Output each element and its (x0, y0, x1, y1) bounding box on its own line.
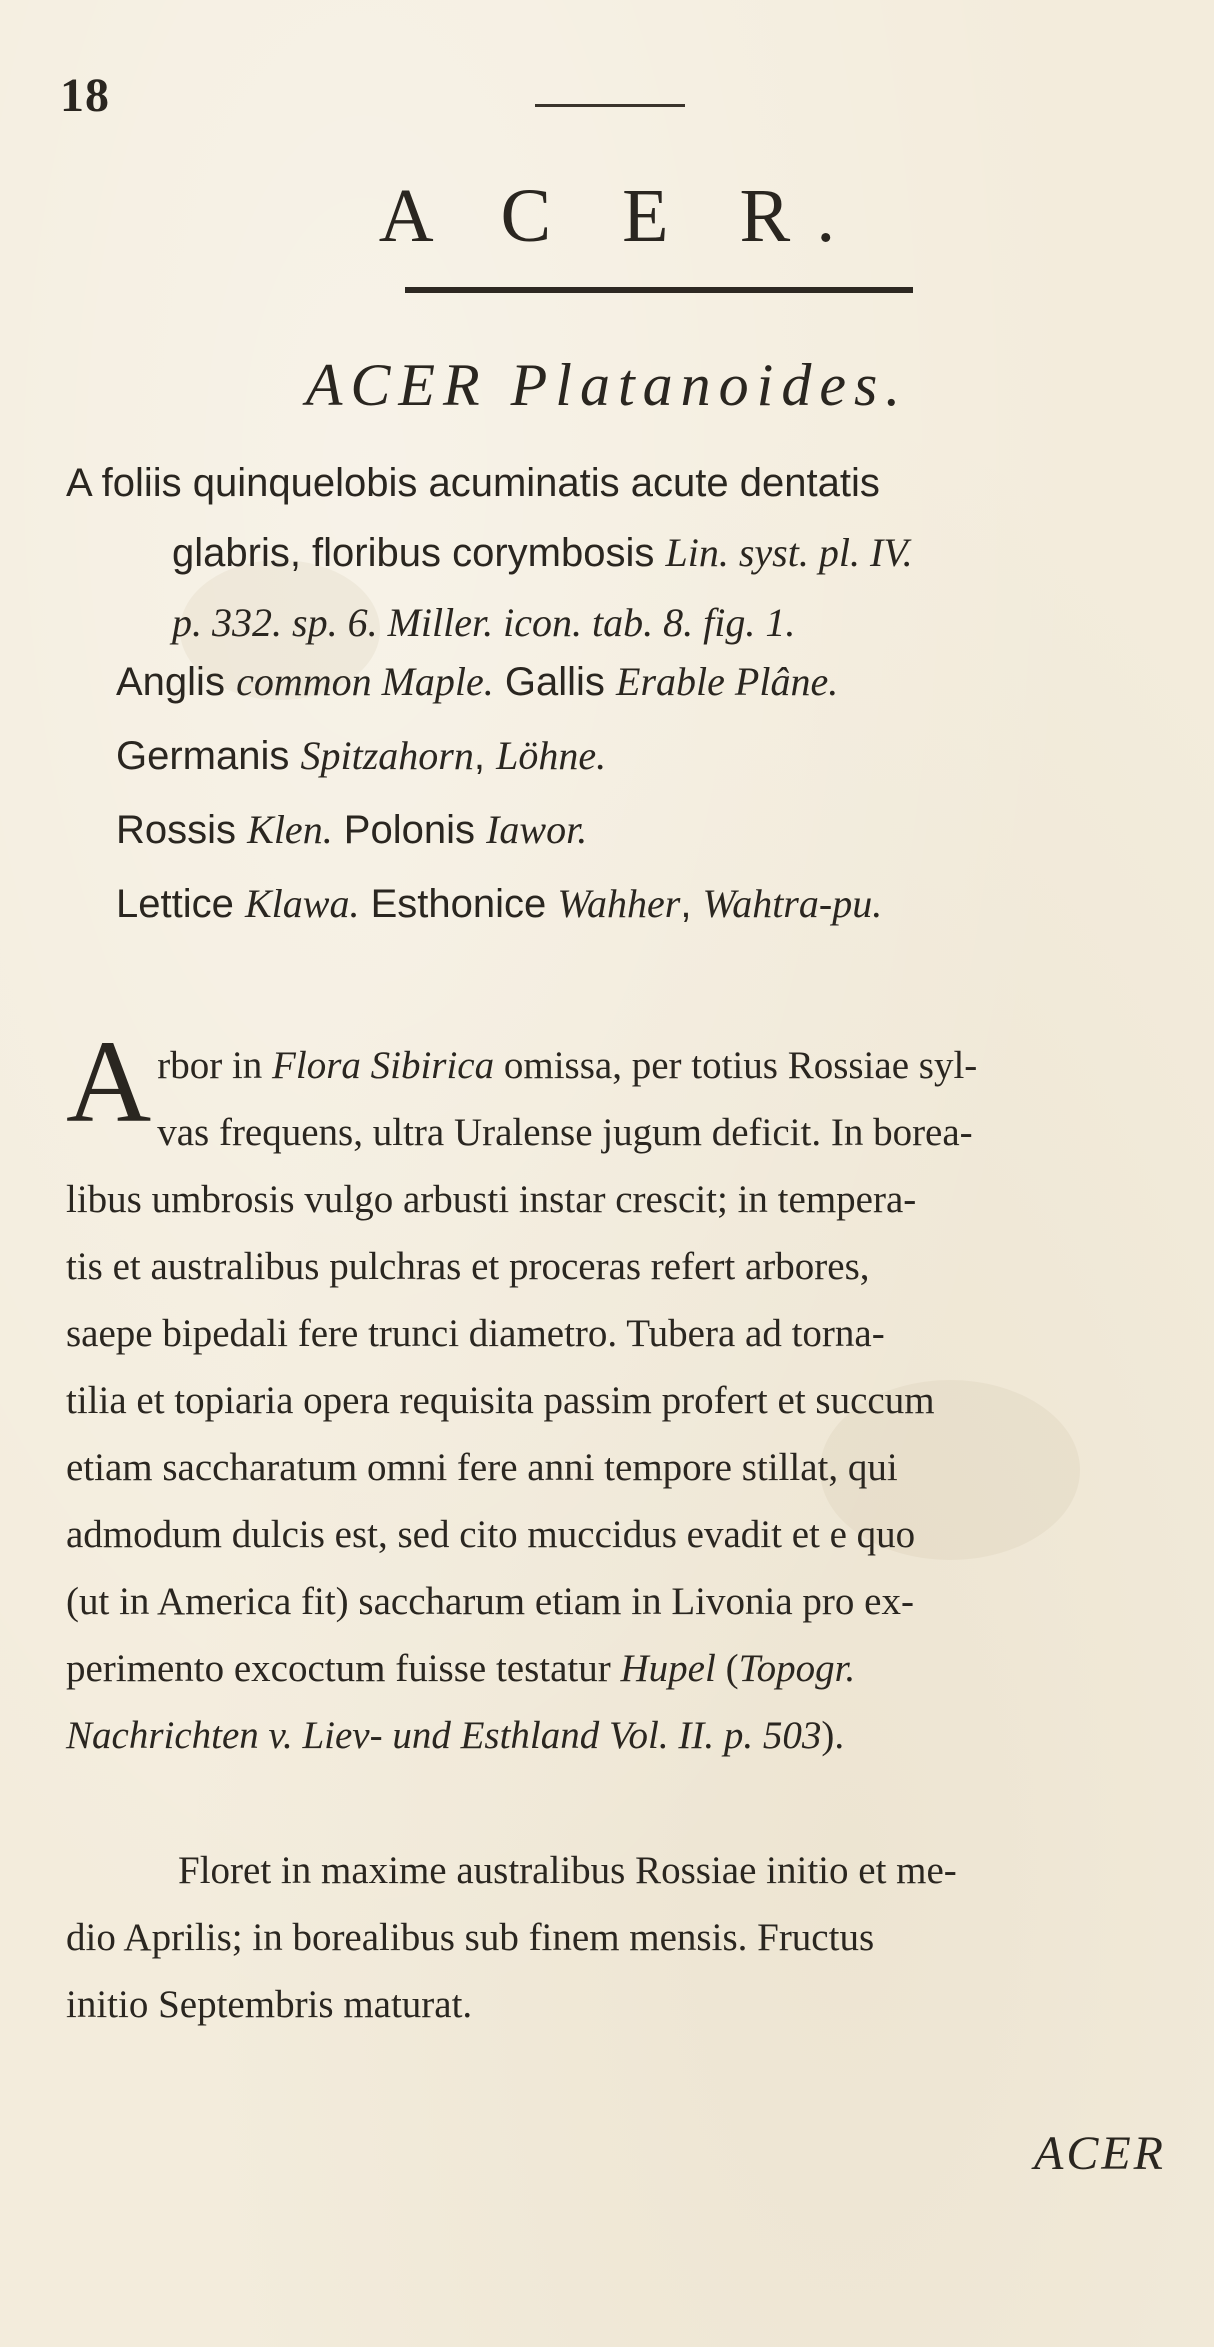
species-title: ACER Platanoides. (305, 352, 909, 418)
vernacular-name: Wahher (557, 881, 681, 926)
vernacular-name: common Maple. (236, 659, 494, 704)
chapter-title: A C E R. (378, 174, 862, 258)
vernacular-name: Wahtra-pu. (702, 881, 883, 926)
language-label: Rossis (116, 808, 248, 852)
names-line (116, 719, 1176, 793)
description-paragraph (66, 1016, 1171, 1769)
diagnosis-line: A foliis quinquelobis acuminatis acute dentatis (66, 461, 880, 505)
text-run: ( (715, 1647, 739, 1690)
paragraph-line: (ut in America fit) saccharum etiam in Livonia pro ex- (66, 1580, 914, 1623)
separator: , (680, 882, 703, 926)
language-label: Gallis (493, 660, 617, 704)
paragraph-line (66, 1635, 1171, 1702)
text-run: perimento excoctum fuisse testatur (66, 1647, 621, 1690)
paragraph-line: libus umbrosis vulgo arbusti instar crescit; in tempera- (66, 1178, 917, 1221)
vernacular-name: Spitzahorn (300, 733, 474, 778)
language-label: Germanis (116, 734, 301, 778)
names-line (116, 793, 1176, 867)
vernacular-name: Iawor. (486, 807, 588, 852)
text-run: ). (821, 1714, 845, 1757)
paragraph-line: admodum dulcis est, sed cito muccidus evadit et e quo (66, 1513, 916, 1556)
linnaeus-reference: Lin. syst. pl. IV. (665, 530, 913, 575)
flowering-paragraph (66, 1837, 1171, 2038)
diagnosis-line (66, 518, 1176, 588)
work-title: Topogr. (738, 1647, 856, 1690)
names-line (116, 645, 1176, 719)
work-title: Flora Sibirica (272, 1044, 495, 1087)
vernacular-names (116, 645, 1176, 941)
language-label: Esthonice (359, 882, 558, 926)
top-rule (535, 104, 685, 107)
names-line (116, 867, 1176, 941)
language-label: Polonis (332, 808, 487, 852)
paragraph-line: tilia et topiaria opera requisita passim profert et succum (66, 1379, 935, 1422)
paragraph-line: saepe bipedali fere trunci diametro. Tubera ad torna- (66, 1312, 885, 1355)
drop-cap: A (66, 1016, 152, 1147)
paragraph-line (66, 1702, 1171, 1769)
species-diagnosis (66, 448, 1176, 658)
vernacular-name: Klen. (247, 807, 333, 852)
text-run: rbor in (157, 1044, 273, 1087)
paragraph-line: vas frequens, ultra Uralense jugum deficit. In borea- (157, 1111, 973, 1154)
paragraph-line: dio Aprilis; in borealibus sub finem mensis. Fructus (66, 1916, 875, 1959)
paragraph-line: initio Septembris maturat. (66, 1983, 473, 2026)
language-label: Anglis (116, 660, 237, 704)
title-rule (405, 287, 913, 293)
diagnosis-text: glabris, floribus corymbosis (172, 531, 666, 575)
work-title: Nachrichten v. Liev- und Esthland Vol. II. p. 503 (66, 1714, 822, 1757)
vernacular-name: Erable Plâne. (616, 659, 839, 704)
vernacular-name: Klawa. (244, 881, 360, 926)
paragraph-line (66, 1032, 1171, 1099)
text-run: omissa, per totius Rossiae syl- (494, 1044, 978, 1087)
vernacular-name: Löhne. (496, 733, 607, 778)
paragraph-line: tis et australibus pulchras et proceras refert arbores, (66, 1245, 870, 1288)
paragraph-line: Floret in maxime australibus Rossiae initio et me- (178, 1849, 957, 1892)
page-number: 18 (60, 69, 110, 122)
miller-reference: p. 332. sp. 6. Miller. icon. tab. 8. fig. 1. (172, 600, 796, 645)
paragraph-line: etiam saccharatum omni fere anni tempore stillat, qui (66, 1446, 898, 1489)
author-name: Hupel (620, 1647, 716, 1690)
catchword: ACER (1034, 2127, 1166, 2180)
separator: , (473, 734, 497, 778)
language-label: Lettice (116, 882, 245, 926)
